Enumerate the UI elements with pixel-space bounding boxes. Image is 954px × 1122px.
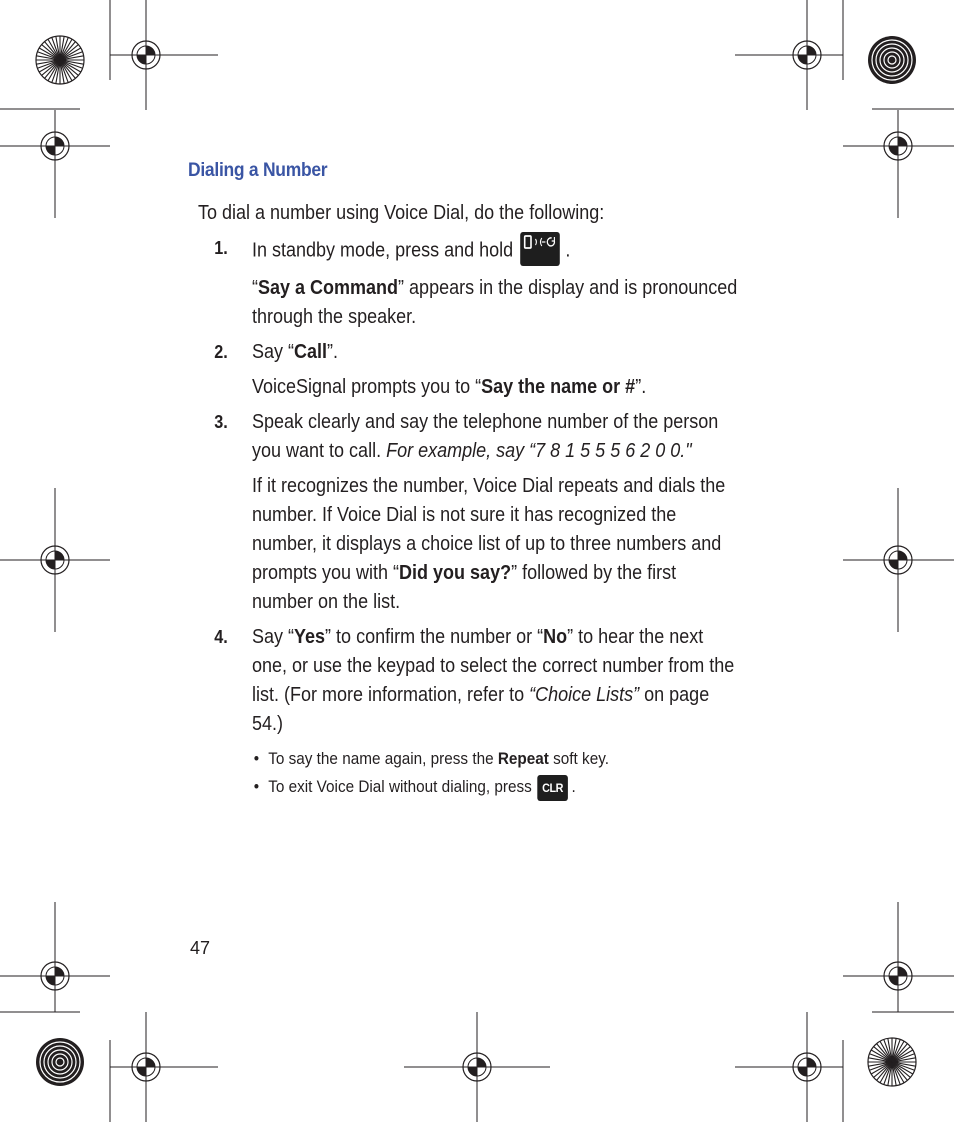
- concentric-mark: [868, 36, 916, 84]
- list-item: • To say the name again, press the Repeat soft key.: [253, 749, 609, 768]
- step-4: [198, 623, 738, 801]
- page-number: 47: [190, 938, 211, 958]
- tips-list: [252, 745, 738, 801]
- step-number: 3.: [214, 412, 228, 432]
- intro-text: To dial a number using Voice Dial, do the following:: [198, 202, 605, 224]
- step-2-text: Say “Call”.: [252, 341, 339, 363]
- clr-key-icon: CLR: [537, 775, 568, 801]
- section-heading: Dialing a Number: [188, 160, 328, 181]
- step-number: 4.: [214, 627, 228, 647]
- list-item: • To exit Voice Dial without dialing, press CLR .: [252, 773, 738, 801]
- voice-dial-key-icon: [520, 232, 560, 266]
- step-number: 2.: [214, 342, 228, 362]
- concentric-mark: [36, 1038, 84, 1086]
- step-number: 1.: [214, 238, 228, 258]
- step-1: [198, 234, 738, 332]
- step-4-text: Say “Yes” to confirm the number or “No” to hear the next one, or use the keypad to select the correct number from the list. (For more information, refer to “Choice Lists” on page 54.): [252, 626, 735, 735]
- instructions: [198, 199, 738, 801]
- step-3-text: Speak clearly and say the telephone number of the person you want to call. For example, say “7 8 1 5 5 5 6 2 0 0.": [252, 411, 719, 462]
- step-2: [198, 338, 738, 402]
- step-3: [198, 408, 738, 617]
- step-1-note: “Say a Command” appears in the display and is pronounced through the speaker.: [252, 277, 738, 328]
- step-3-note: If it recognizes the number, Voice Dial repeats and dials the number. If Voice Dial is not sure it has recognized the number, it displays a choice list of up to three numbers and prompts you with “Did you say?” followed by the first number on the list.: [252, 475, 726, 613]
- step-2-note: VoiceSignal prompts you to “Say the name or #”.: [252, 376, 647, 398]
- step-1-text: In standby mode, press and hold .: [252, 234, 738, 268]
